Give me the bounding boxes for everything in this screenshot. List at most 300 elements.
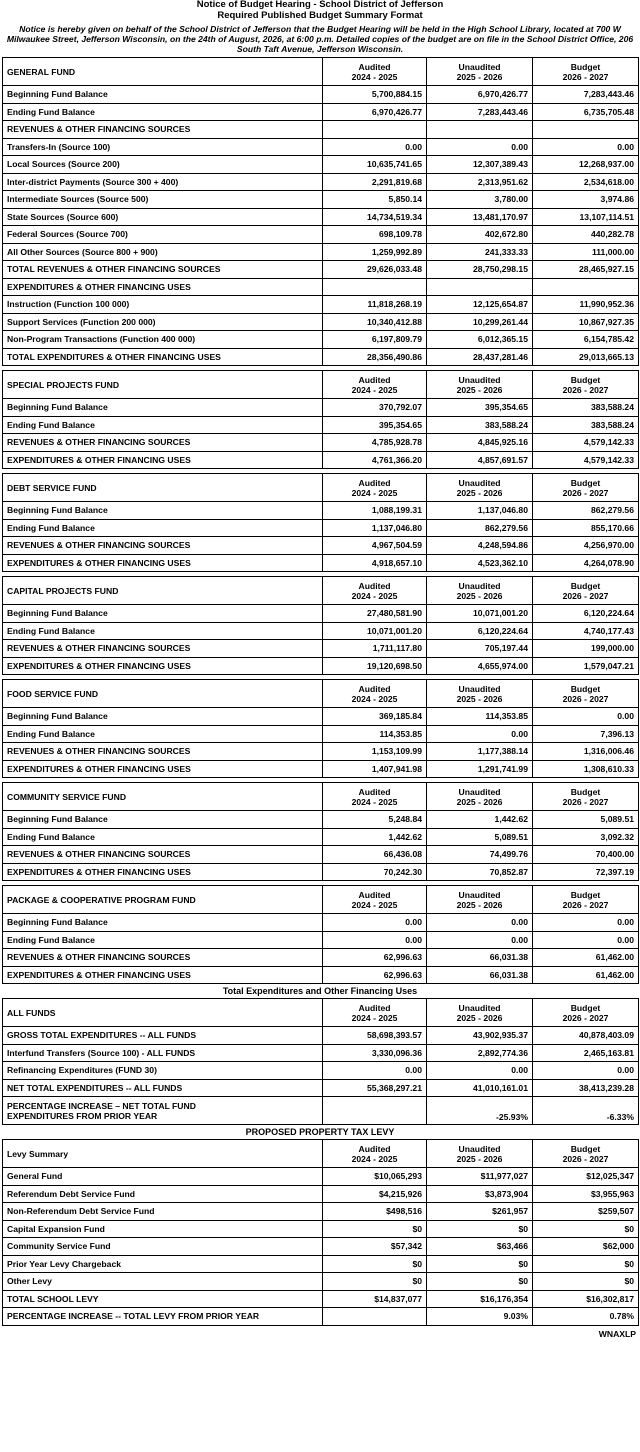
- fund-table: [2, 370, 639, 469]
- row-value: $16,302,817: [533, 1290, 639, 1308]
- column-header-year: 2024 - 2025: [351, 590, 398, 601]
- row-label: EXPENDITURES & OTHER FINANCING USES: [3, 863, 323, 881]
- row-label: PERCENTAGE INCREASE -- TOTAL LEVY FROM PRIOR YEAR: [3, 1308, 323, 1326]
- row-value: 61,462.00: [533, 949, 639, 967]
- table-row: [3, 1185, 639, 1203]
- row-value: 38,413,239.28: [533, 1079, 639, 1097]
- levy-caption: PROPOSED PROPERTY TAX LEVY: [245, 1127, 395, 1137]
- row-label: Beginning Fund Balance: [3, 502, 323, 520]
- row-value: 1,442.62: [323, 828, 427, 846]
- row-label: Capital Expansion Fund: [3, 1220, 323, 1238]
- row-value: 40,878,403.09: [533, 1027, 639, 1045]
- row-value: [323, 1097, 427, 1125]
- row-value: 0.00: [323, 1062, 427, 1080]
- column-header-type: Audited: [358, 683, 391, 694]
- row-label: Community Service Fund: [3, 1238, 323, 1256]
- column-header: [323, 999, 427, 1027]
- row-value: [427, 121, 533, 139]
- row-value: 862,279.56: [427, 519, 533, 537]
- row-value: 9.03%: [427, 1308, 533, 1326]
- column-header-type: Audited: [358, 477, 391, 488]
- row-value: 111,000.00: [533, 243, 639, 261]
- column-header-type: Unaudited: [458, 477, 501, 488]
- row-value: 6,970,426.77: [427, 86, 533, 104]
- row-label: [3, 1097, 323, 1125]
- column-header: [427, 999, 533, 1027]
- row-value: 10,340,412.88: [323, 313, 427, 331]
- row-value: 4,655,974.00: [427, 657, 533, 675]
- notice-title: Notice of Budget Hearing - School District of Jefferson: [196, 0, 444, 10]
- column-header-year: 2026 - 2027: [562, 1012, 609, 1023]
- table-row: [3, 743, 639, 761]
- row-label: Federal Sources (Source 700): [3, 226, 323, 244]
- table-row: [3, 173, 639, 191]
- row-label: All Other Sources (Source 800 + 900): [3, 243, 323, 261]
- row-value: 74,499.76: [427, 846, 533, 864]
- column-header-year: 2025 - 2026: [456, 384, 503, 395]
- row-value: 3,092.32: [533, 828, 639, 846]
- row-value: 6,154,785.42: [533, 331, 639, 349]
- table-row: [3, 1238, 639, 1256]
- column-header: [323, 1140, 427, 1168]
- fund-title: CAPITAL PROJECTS FUND: [3, 577, 323, 605]
- row-value: 7,396.13: [533, 725, 639, 743]
- row-label: REVENUES & OTHER FINANCING SOURCES: [3, 640, 323, 658]
- column-header: [533, 886, 639, 914]
- row-value: 66,031.38: [427, 949, 533, 967]
- column-header-year: 2025 - 2026: [456, 487, 503, 498]
- row-value: 14,734,519.34: [323, 208, 427, 226]
- row-label: TOTAL SCHOOL LEVY: [3, 1290, 323, 1308]
- fund-title: COMMUNITY SERVICE FUND: [3, 783, 323, 811]
- row-value: -6.33%: [533, 1097, 639, 1125]
- row-value: 369,185.84: [323, 708, 427, 726]
- fund-table: [2, 679, 639, 778]
- row-value: 4,248,594.86: [427, 537, 533, 555]
- column-header: [533, 783, 639, 811]
- row-value: 12,125,654.87: [427, 296, 533, 314]
- row-label: REVENUES & OTHER FINANCING SOURCES: [3, 434, 323, 452]
- row-value: 4,740,177.43: [533, 622, 639, 640]
- row-label: NET TOTAL EXPENDITURES -- ALL FUNDS: [3, 1079, 323, 1097]
- column-header: [533, 371, 639, 399]
- row-value: 1,291,741.99: [427, 760, 533, 778]
- table-row: [3, 1273, 639, 1291]
- row-value: $0: [323, 1220, 427, 1238]
- row-label: Beginning Fund Balance: [3, 86, 323, 104]
- row-value: $0: [323, 1255, 427, 1273]
- table-row: [3, 416, 639, 434]
- fund-table: [2, 576, 639, 675]
- table-row: [3, 502, 639, 520]
- row-label: Ending Fund Balance: [3, 519, 323, 537]
- row-value: 7,283,443.46: [427, 103, 533, 121]
- column-header: [427, 58, 533, 86]
- row-label: EXPENDITURES & OTHER FINANCING USES: [3, 451, 323, 469]
- column-header: [427, 371, 533, 399]
- row-value: 7,283,443.46: [533, 86, 639, 104]
- row-value: 4,264,078.90: [533, 554, 639, 572]
- table-row: [3, 914, 639, 932]
- row-label: EXPENDITURES & OTHER FINANCING USES: [3, 554, 323, 572]
- fund-title: DEBT SERVICE FUND: [3, 474, 323, 502]
- row-value: 0.00: [323, 931, 427, 949]
- row-value: 0.00: [533, 708, 639, 726]
- column-header-type: Audited: [358, 580, 391, 591]
- column-header: [427, 1140, 533, 1168]
- row-value: 55,368,297.21: [323, 1079, 427, 1097]
- column-header-year: 2024 - 2025: [351, 487, 398, 498]
- column-header: [427, 474, 533, 502]
- row-value: 1,088,199.31: [323, 502, 427, 520]
- row-value: 66,436.08: [323, 846, 427, 864]
- row-value: 698,109.78: [323, 226, 427, 244]
- row-value: 1,259,992.89: [323, 243, 427, 261]
- row-value: 402,672.80: [427, 226, 533, 244]
- row-value: 0.00: [323, 914, 427, 932]
- table-row: [3, 554, 639, 572]
- publication-code: WNAXLP: [598, 1328, 636, 1339]
- column-header-type: Budget: [570, 1143, 601, 1154]
- column-header-year: 2026 - 2027: [562, 693, 609, 704]
- row-value: $0: [427, 1255, 533, 1273]
- row-value: 0.00: [323, 138, 427, 156]
- table-row: [3, 1044, 639, 1062]
- row-value: 70,242.30: [323, 863, 427, 881]
- column-header: [427, 886, 533, 914]
- fund-header-row: [3, 474, 639, 502]
- row-label: Local Sources (Source 200): [3, 156, 323, 174]
- column-header-year: 2026 - 2027: [562, 1153, 609, 1164]
- row-value: 5,850.14: [323, 191, 427, 209]
- row-value: 12,268,937.00: [533, 156, 639, 174]
- row-value: 114,353.85: [323, 725, 427, 743]
- row-value: 6,120,224.64: [533, 605, 639, 623]
- column-header-type: Audited: [358, 786, 391, 797]
- row-label: TOTAL REVENUES & OTHER FINANCING SOURCES: [3, 261, 323, 279]
- row-label: Refinancing Expenditures (FUND 30): [3, 1062, 323, 1080]
- column-header: [323, 58, 427, 86]
- row-value: 12,307,389.43: [427, 156, 533, 174]
- row-value: $261,957: [427, 1203, 533, 1221]
- column-header: [533, 680, 639, 708]
- table-row: [3, 121, 639, 139]
- table-row: [3, 966, 639, 984]
- fund-header-row: [3, 577, 639, 605]
- column-header: [427, 577, 533, 605]
- row-value: 10,635,741.65: [323, 156, 427, 174]
- column-header-year: 2026 - 2027: [562, 487, 609, 498]
- column-header-year: 2025 - 2026: [456, 1012, 503, 1023]
- row-label-line: PERCENTAGE INCREASE – NET TOTAL FUND: [7, 1100, 196, 1111]
- row-value: 1,177,388.14: [427, 743, 533, 761]
- row-value: 3,330,096.36: [323, 1044, 427, 1062]
- row-label: Referendum Debt Service Fund: [3, 1185, 323, 1203]
- table-row: [3, 949, 639, 967]
- row-value: 6,735,705.48: [533, 103, 639, 121]
- row-value: 5,089.51: [533, 811, 639, 829]
- row-label: Support Services (Function 200 000): [3, 313, 323, 331]
- row-value: 4,845,925.16: [427, 434, 533, 452]
- column-header-type: Audited: [358, 889, 391, 900]
- row-label: Ending Fund Balance: [3, 416, 323, 434]
- fund-table: [2, 473, 639, 572]
- fund-header-row: [3, 783, 639, 811]
- column-header-year: 2024 - 2025: [351, 384, 398, 395]
- row-value: 855,170.66: [533, 519, 639, 537]
- column-header-year: 2025 - 2026: [456, 693, 503, 704]
- table-row: [3, 1203, 639, 1221]
- row-value: 0.78%: [533, 1308, 639, 1326]
- table-row: [3, 846, 639, 864]
- row-value: $0: [533, 1220, 639, 1238]
- row-label: EXPENDITURES & OTHER FINANCING USES: [3, 760, 323, 778]
- column-header-type: Budget: [570, 61, 601, 72]
- row-value: [323, 1308, 427, 1326]
- percentage-increase-row: [3, 1097, 639, 1125]
- row-value: $11,977,027: [427, 1168, 533, 1186]
- row-label: TOTAL EXPENDITURES & OTHER FINANCING USES: [3, 348, 323, 366]
- row-value: 11,990,952.36: [533, 296, 639, 314]
- row-value: 1,153,109.99: [323, 743, 427, 761]
- row-value: 1,137,046.80: [323, 519, 427, 537]
- row-label: EXPENDITURES & OTHER FINANCING USES: [3, 278, 323, 296]
- table-row: [3, 640, 639, 658]
- row-value: 2,291,819.68: [323, 173, 427, 191]
- row-value: [323, 121, 427, 139]
- row-value: 0.00: [427, 138, 533, 156]
- table-row: [3, 1062, 639, 1080]
- row-value: 28,437,281.46: [427, 348, 533, 366]
- row-value: $4,215,926: [323, 1185, 427, 1203]
- row-value: 440,282.78: [533, 226, 639, 244]
- row-value: 28,750,298.15: [427, 261, 533, 279]
- row-value: [533, 278, 639, 296]
- row-value: 114,353.85: [427, 708, 533, 726]
- row-value: 5,248.84: [323, 811, 427, 829]
- fund-header-row: [3, 58, 639, 86]
- row-label: REVENUES & OTHER FINANCING SOURCES: [3, 846, 323, 864]
- row-label: Beginning Fund Balance: [3, 399, 323, 417]
- row-value: 1,442.62: [427, 811, 533, 829]
- row-label: Non-Referendum Debt Service Fund: [3, 1203, 323, 1221]
- column-header: [427, 680, 533, 708]
- all-funds-title: ALL FUNDS: [3, 999, 323, 1027]
- row-value: 0.00: [427, 931, 533, 949]
- row-value: 61,462.00: [533, 966, 639, 984]
- row-value: 383,588.24: [533, 399, 639, 417]
- column-header-type: Unaudited: [458, 61, 501, 72]
- row-value: 0.00: [427, 725, 533, 743]
- column-header-type: Audited: [358, 61, 391, 72]
- column-header-type: Unaudited: [458, 1002, 501, 1013]
- row-value: 4,857,691.57: [427, 451, 533, 469]
- levy-title: Levy Summary: [3, 1140, 323, 1168]
- row-value: $12,025,347: [533, 1168, 639, 1186]
- row-value: 29,013,665.13: [533, 348, 639, 366]
- table-row: [3, 138, 639, 156]
- row-value: 4,785,928.78: [323, 434, 427, 452]
- column-header-type: Unaudited: [458, 580, 501, 591]
- row-value: $62,000: [533, 1238, 639, 1256]
- row-value: 41,010,161.01: [427, 1079, 533, 1097]
- row-value: $259,507: [533, 1203, 639, 1221]
- table-row: [3, 86, 639, 104]
- row-value: 0.00: [427, 914, 533, 932]
- row-value: $14,837,077: [323, 1290, 427, 1308]
- column-header-type: Budget: [570, 786, 601, 797]
- budget-tables: [2, 57, 638, 1326]
- row-label: Beginning Fund Balance: [3, 811, 323, 829]
- table-row: [3, 519, 639, 537]
- row-value: 58,698,393.57: [323, 1027, 427, 1045]
- row-value: 4,918,657.10: [323, 554, 427, 572]
- row-label: Inter-district Payments (Source 300 + 400): [3, 173, 323, 191]
- row-value: 1,308,610.33: [533, 760, 639, 778]
- row-value: 11,818,268.19: [323, 296, 427, 314]
- row-value: $3,955,963: [533, 1185, 639, 1203]
- row-value: 0.00: [533, 1062, 639, 1080]
- row-label: EXPENDITURES & OTHER FINANCING USES: [3, 657, 323, 675]
- column-header-type: Audited: [358, 1002, 391, 1013]
- column-header-year: 2024 - 2025: [351, 1012, 398, 1023]
- column-header-type: Audited: [358, 374, 391, 385]
- column-header-year: 2025 - 2026: [456, 590, 503, 601]
- row-value: 4,579,142.33: [533, 434, 639, 452]
- row-label: Ending Fund Balance: [3, 725, 323, 743]
- row-value: 862,279.56: [533, 502, 639, 520]
- fund-table: [2, 57, 639, 366]
- column-header-type: Unaudited: [458, 374, 501, 385]
- column-header-year: 2026 - 2027: [562, 796, 609, 807]
- table-row: [3, 657, 639, 675]
- row-value: 0.00: [533, 914, 639, 932]
- row-value: 395,354.65: [427, 399, 533, 417]
- table-row: [3, 622, 639, 640]
- column-header-type: Budget: [570, 1002, 601, 1013]
- column-header-type: Unaudited: [458, 786, 501, 797]
- row-label: Prior Year Levy Chargeback: [3, 1255, 323, 1273]
- table-row: [3, 1290, 639, 1308]
- column-header-type: Budget: [570, 683, 601, 694]
- column-header-year: 2024 - 2025: [351, 796, 398, 807]
- column-header-type: Budget: [570, 580, 601, 591]
- table-row: [3, 313, 639, 331]
- row-value: 43,902,935.37: [427, 1027, 533, 1045]
- row-value: 370,792.07: [323, 399, 427, 417]
- table-row: [3, 191, 639, 209]
- row-label: Ending Fund Balance: [3, 622, 323, 640]
- column-header-type: Unaudited: [458, 683, 501, 694]
- row-value: 0.00: [427, 1062, 533, 1080]
- row-value: $0: [427, 1220, 533, 1238]
- row-label: State Sources (Source 600): [3, 208, 323, 226]
- column-header-year: 2025 - 2026: [456, 1153, 503, 1164]
- table-row: [3, 605, 639, 623]
- all-funds-caption: Total Expenditures and Other Financing Uses: [222, 986, 418, 996]
- row-label: EXPENDITURES & OTHER FINANCING USES: [3, 966, 323, 984]
- row-value: [533, 121, 639, 139]
- row-value: 199,000.00: [533, 640, 639, 658]
- row-value: 62,996.63: [323, 949, 427, 967]
- row-label: Ending Fund Balance: [3, 103, 323, 121]
- row-value: 1,579,047.21: [533, 657, 639, 675]
- fund-header-row: [3, 680, 639, 708]
- table-row: [3, 1220, 639, 1238]
- row-value: 383,588.24: [427, 416, 533, 434]
- notice-subtitle: Required Published Budget Summary Format: [217, 9, 423, 21]
- row-value: 3,974.86: [533, 191, 639, 209]
- column-header-year: 2025 - 2026: [456, 796, 503, 807]
- row-value: $0: [427, 1273, 533, 1291]
- row-value: [323, 278, 427, 296]
- table-row: [3, 863, 639, 881]
- fund-title: GENERAL FUND: [3, 58, 323, 86]
- fund-title: FOOD SERVICE FUND: [3, 680, 323, 708]
- table-row: [3, 156, 639, 174]
- row-value: 13,481,170.97: [427, 208, 533, 226]
- column-header-type: Budget: [570, 889, 601, 900]
- column-header-type: Budget: [570, 374, 601, 385]
- row-value: 4,761,366.20: [323, 451, 427, 469]
- column-header: [533, 577, 639, 605]
- row-value: 241,333.33: [427, 243, 533, 261]
- column-header-type: Audited: [358, 1143, 391, 1154]
- row-label: Ending Fund Balance: [3, 931, 323, 949]
- table-row: [3, 243, 639, 261]
- column-header: [323, 680, 427, 708]
- row-label: REVENUES & OTHER FINANCING SOURCES: [3, 949, 323, 967]
- fund-title: SPECIAL PROJECTS FUND: [3, 371, 323, 399]
- table-row: [3, 208, 639, 226]
- row-value: 70,400.00: [533, 846, 639, 864]
- row-value: $57,342: [323, 1238, 427, 1256]
- row-value: [427, 278, 533, 296]
- table-row: [3, 725, 639, 743]
- table-row: [3, 331, 639, 349]
- table-row: [3, 828, 639, 846]
- table-row: [3, 1027, 639, 1045]
- row-value: -25.93%: [427, 1097, 533, 1125]
- row-value: 383,588.24: [533, 416, 639, 434]
- table-row: [3, 537, 639, 555]
- column-header: [323, 577, 427, 605]
- row-value: $0: [323, 1273, 427, 1291]
- column-header-year: 2024 - 2025: [351, 1153, 398, 1164]
- table-row: [3, 1255, 639, 1273]
- row-value: $0: [533, 1255, 639, 1273]
- table-row: [3, 708, 639, 726]
- row-value: 6,120,224.64: [427, 622, 533, 640]
- row-value: 5,089.51: [427, 828, 533, 846]
- column-header-year: 2025 - 2026: [456, 899, 503, 910]
- table-row: [3, 348, 639, 366]
- row-value: 3,780.00: [427, 191, 533, 209]
- fund-table: [2, 782, 639, 881]
- row-label: Transfers-In (Source 100): [3, 138, 323, 156]
- row-value: 66,031.38: [427, 966, 533, 984]
- column-header-year: 2025 - 2026: [456, 71, 503, 82]
- row-value: 28,465,927.15: [533, 261, 639, 279]
- table-row: [3, 103, 639, 121]
- levy-header-row: [3, 1140, 639, 1168]
- column-header-year: 2026 - 2027: [562, 590, 609, 601]
- column-header-year: 2026 - 2027: [562, 71, 609, 82]
- row-value: 6,012,365.15: [427, 331, 533, 349]
- row-value: $3,873,904: [427, 1185, 533, 1203]
- column-header-year: 2024 - 2025: [351, 899, 398, 910]
- table-row: [3, 261, 639, 279]
